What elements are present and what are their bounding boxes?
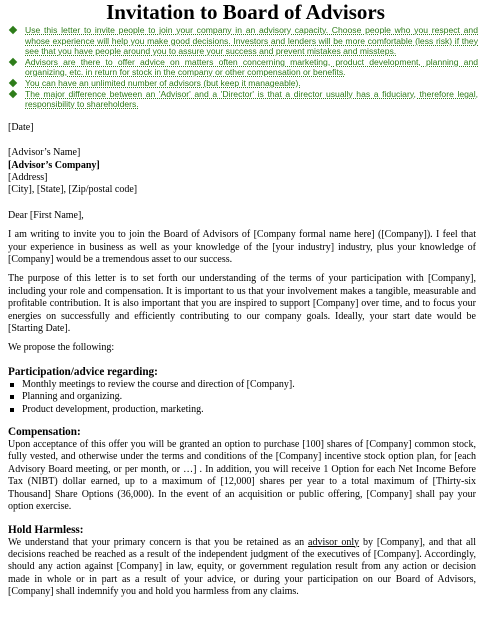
diamond-bullet-icon: [9, 79, 17, 87]
tip-text: The major difference between an 'Advisor' and a 'Director' is that a director usually has a fiduciary, therefore legal, responsibility to shareholders.: [25, 88, 478, 110]
instruction-tips: [8, 25, 478, 110]
letter-body: [8, 122, 476, 599]
propose-line: We propose the following:: [8, 342, 115, 354]
compensation-heading: Compensation:: [8, 426, 81, 439]
intro-paragraph: I am writing to invite you to join the Board of Advisors of [Company formal name here] ([Company]). I feel that your experience in business as well as your knowledge of the [your industry] industry, plus your knowledge of [Company] would be a tremendous asset to our success.: [8, 229, 476, 265]
tip-item: [8, 78, 478, 89]
advisor-company: [Advisor’s Company]: [8, 159, 100, 171]
recipient-address-block: [8, 147, 476, 197]
diamond-bullet-icon: [9, 89, 17, 97]
list-item: Monthly meetings to review the course and direction of [Company].: [8, 379, 476, 391]
salutation: Dear [First Name],: [8, 209, 84, 221]
diamond-bullet-icon: [9, 26, 17, 34]
hold-harmless-paragraph: [8, 537, 476, 599]
compensation-paragraph: Upon acceptance of this offer you will be granted an option to purchase [100] shares of [Company] common stock, fully vested, and otherwise under the terms and conditions of the [Company] incentive stock option plan, for [each Advisory Board meeting, or per month, or …] . In addition, you will receive 1 Option for each Net Income Before Tax (NIBT) dollar earned, up to a maximum of [12,000] shares per year to a total maximum of [Thirty-six Thousand] Share Options (36,000). In the event of an acquisition or public offering, [Company] shall pay your option exercise.: [8, 439, 476, 513]
list-item: Product development, production, marketing.: [8, 404, 476, 416]
hold-harmless-heading: Hold Harmless:: [8, 523, 84, 536]
advisor-name: [Advisor’s Name]: [8, 147, 81, 159]
hold-text-end: by [Company], and that all decisions reached be reached as a result of the independent judgment of the executives of [Company]. Accordingly, should any action against [Company] in law, equity, or government regulation result from any action or decision made in whole or in part as a result of your advice, or during your participation on our Board of Advisors, [Company] shall indemnify you and hold you harmless from any claims.: [8, 536, 476, 598]
tip-text: You can have an unlimited number of advisors (but keep it manageable).: [25, 77, 301, 88]
tip-text: Advisors are there to offer advice on matters often concerning marketing, product development, planning and organizing, etc. in return for stock in the company or other compensation or benefits.: [25, 56, 478, 78]
advisor-only-underlined: advisor only: [308, 536, 360, 548]
purpose-paragraph: The purpose of this letter is to set forth our understanding of the terms of your participation with [Company], including your role and compensation. It is important to us that your involvement makes a tangible, measurable and profitable contribution. It is also important that you are inspired to support [Company] over time, and to focus your energies on successfully and efficiently contributing to our company goals. Ideally, your start date would be [Starting Date].: [8, 273, 476, 335]
document-title: Invitation to Board of Advisors: [106, 0, 385, 24]
city-state-zip: [City], [State], [Zip/postal code]: [8, 184, 138, 196]
diamond-bullet-icon: [9, 58, 17, 66]
tip-item: [8, 57, 478, 78]
list-item: Planning and organizing.: [8, 391, 476, 403]
address-line: [Address]: [8, 171, 48, 183]
hold-text-start: We understand that your primary concern is that you be retained as an: [8, 536, 309, 548]
participation-list: [8, 379, 476, 416]
participation-heading: Participation/advice regarding:: [8, 365, 158, 378]
letter-date: [Date]: [8, 121, 34, 133]
tip-text: Use this letter to invite people to join your company in an advisory capacity. Choose people who you respect and whose experience will help you make good decisions. Investors and lenders will be more comfortable (less risk) if they see that you have people around you to assure your success and prevent mistakes and missteps.: [25, 25, 478, 57]
tip-item: [8, 89, 478, 110]
tip-item: [8, 25, 478, 57]
